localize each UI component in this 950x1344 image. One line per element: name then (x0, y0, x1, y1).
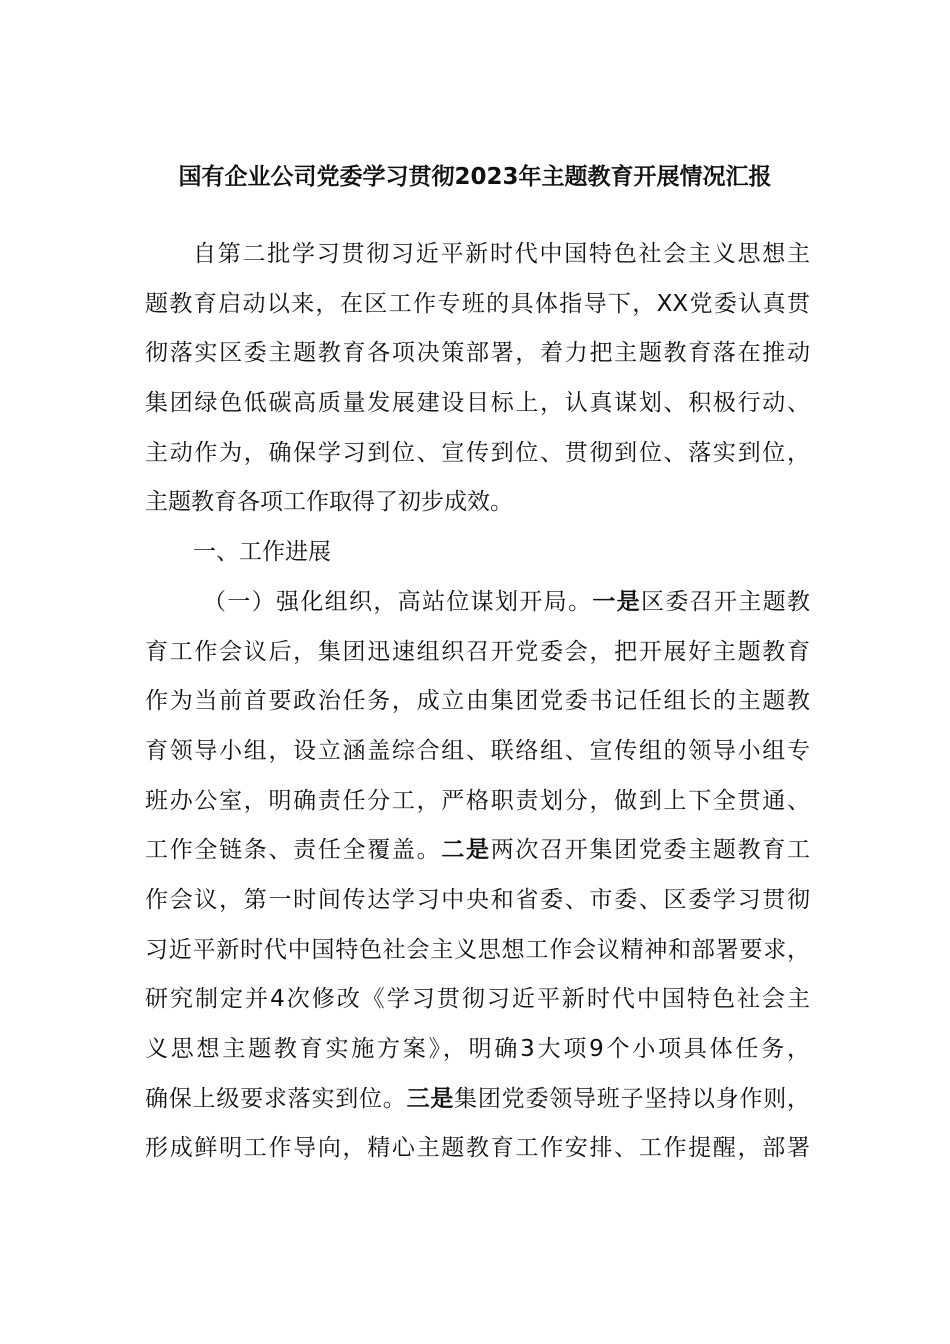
subsection-line-10: 义思想主题教育实施方案》，明确3大项9个小项具体任务， (145, 1036, 810, 1062)
intro-line-3: 彻落实区委主题教育各项决策部署，着力把主题教育落在推动 (145, 340, 810, 367)
subsection-line-7: 作会议，第一时间传达学习中央和省委、市委、区委学习贯彻 (145, 886, 810, 913)
subsection-heading: （一）强化组织，高站位谋划开局。 (203, 588, 593, 615)
document-body (145, 230, 810, 1174)
intro-line-6: 主题教育各项工作取得了初步成效。 (145, 489, 513, 516)
lead-label-1: 一是 (592, 588, 642, 615)
intro-line-4: 集团绿色低碳高质量发展建设目标上，认真谋划、积极行动、 (145, 390, 810, 417)
subsection-line-11-after: 集团党委领导班子坚持以身作则， (454, 1085, 811, 1112)
document-title: 国有企业公司党委学习贯彻2023年主题教育开展情况汇报 (178, 164, 772, 190)
intro-line-5: 主动作为，确保学习到位、宣传到位、贯彻到位、落实到位， (145, 439, 810, 466)
subsection-line-4: 育领导小组，设立涵盖综合组、联络组、宣传组的领导小组专 (145, 737, 810, 764)
subsection-line-2: 育工作会议后，集团迅速组织召开党委会，把开展好主题教育 (145, 638, 810, 665)
subsection-line-1 (145, 578, 810, 628)
subsection-line-8: 习近平新时代中国特色社会主义思想工作会议精神和部署要求， (145, 936, 810, 963)
intro-line-2: 题教育启动以来，在区工作专班的具体指导下，XX党委认真贯 (145, 290, 810, 317)
subsection-line-11-before: 确保上级要求落实到位。 (145, 1085, 407, 1112)
subsection-line-11 (145, 1075, 810, 1125)
subsection-line-12: 形成鲜明工作导向，精心主题教育工作安排、工作提醒，部署 (145, 1135, 810, 1162)
lead-label-2: 二是 (441, 837, 491, 864)
subsection-line-6-after: 两次召开集团党委主题教育工 (490, 837, 811, 864)
subsection-line-6-before: 工作全链条、责任全覆盖。 (145, 837, 442, 864)
subsection-line-6 (145, 826, 810, 876)
subsection-line-1-rest: 区委召开主题教 (641, 588, 811, 615)
intro-line-1: 自第二批学习贯彻习近平新时代中国特色社会主义思想主 (193, 241, 810, 267)
subsection-line-9: 研究制定并4次修改《学习贯彻习近平新时代中国特色社会主 (145, 986, 810, 1013)
subsection-line-5: 班办公室，明确责任分工，严格职责划分，做到上下全贯通、 (145, 787, 810, 814)
subsection-line-3: 作为当前首要政治任务，成立由集团党委书记任组长的主题教 (145, 688, 810, 715)
section-heading: 一、工作进展 (193, 539, 331, 566)
lead-label-3: 三是 (406, 1085, 455, 1112)
